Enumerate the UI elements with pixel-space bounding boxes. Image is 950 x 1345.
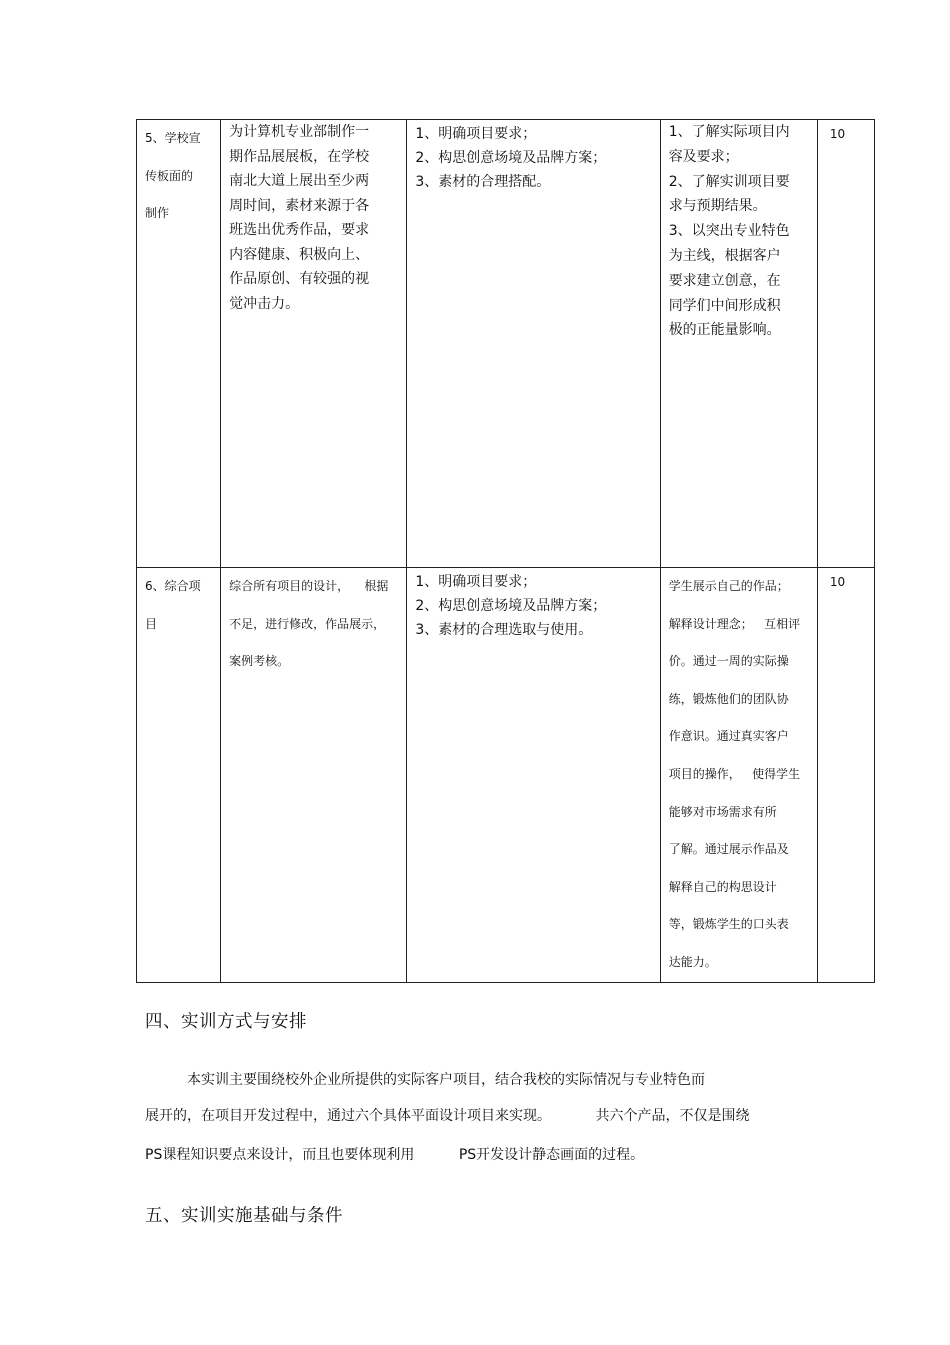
text-line: 1、明确项目要求； bbox=[415, 126, 537, 142]
text-line: 学生展示自己的作品； bbox=[668, 579, 789, 593]
goals-cell bbox=[660, 568, 817, 983]
text-line: 等，锻炼学生的口头表 bbox=[668, 917, 789, 932]
text-line: 6、综合项 bbox=[145, 579, 201, 593]
text-line: 3、素材的合理搭配。 bbox=[415, 174, 551, 190]
text-line: 作品原创、有较强的视 bbox=[229, 271, 370, 287]
hours-cell bbox=[817, 568, 874, 983]
text-line: 求与预期结果。 bbox=[668, 198, 767, 215]
text-line: 案例考核。 bbox=[229, 654, 290, 669]
section-heading: 四、实训方式与安排 bbox=[145, 1012, 307, 1032]
text-line: 解释自己的构思设计 bbox=[668, 879, 777, 894]
project-content-cell bbox=[221, 568, 407, 983]
text-line: 1、了解实际项目内 bbox=[668, 124, 790, 140]
text-line: 同学们中间形成积 bbox=[668, 297, 781, 314]
project-content-cell bbox=[221, 120, 407, 568]
section-heading: 五、实训实施基础与条件 bbox=[145, 1206, 343, 1226]
hours-value: 10 bbox=[829, 575, 846, 589]
text-line: 2、构思创意场境及品牌方案； bbox=[415, 150, 607, 166]
hours-value: 10 bbox=[829, 127, 846, 141]
text-line: 要求建立创意，在 bbox=[668, 272, 781, 289]
text-line: 制作 bbox=[145, 206, 170, 220]
text-line: 传板面的 bbox=[145, 168, 194, 183]
text-line: 2、了解实训项目要 bbox=[668, 173, 790, 190]
text-line: 不足，进行修改，作品展示， bbox=[229, 616, 386, 631]
text-line: 觉冲击力。 bbox=[229, 295, 300, 312]
text-line: 1、明确项目要求； bbox=[415, 574, 537, 590]
text-line: 目 bbox=[145, 616, 158, 631]
paragraph-line: 展开的，在项目开发过程中，通过六个具体平面设计项目来实现。 共六个产品，不仅是围绕 bbox=[145, 1108, 750, 1124]
text-line: 3、素材的合理选取与使用。 bbox=[415, 622, 593, 638]
course-table bbox=[136, 119, 875, 983]
text-line: 了解。通过展示作品及 bbox=[668, 842, 789, 857]
text-line: 解释设计理念； 互相评 bbox=[668, 616, 801, 631]
table-row bbox=[137, 568, 875, 983]
text-line: 3、以突出专业特色 bbox=[668, 223, 790, 240]
project-name-cell bbox=[137, 120, 221, 568]
hours-cell bbox=[817, 120, 874, 568]
text-line: 周时间，素材来源于各 bbox=[229, 197, 370, 214]
text-line: 2、构思创意场境及品牌方案； bbox=[415, 598, 607, 614]
paragraph-line: 本实训主要围绕校外企业所提供的实际客户项目，结合我校的实际情况与专业特色而 bbox=[187, 1072, 705, 1088]
text-line: 练，锻炼他们的团队协 bbox=[668, 691, 789, 706]
project-name-cell bbox=[137, 568, 221, 983]
text-line: 能够对市场需求有所 bbox=[668, 804, 777, 819]
requirements-cell bbox=[407, 120, 660, 568]
text-line: 南北大道上展出至少两 bbox=[229, 173, 370, 189]
text-line: 班选出优秀作品，要求 bbox=[229, 222, 370, 238]
text-line: 作意识。通过真实客户 bbox=[668, 729, 789, 744]
text-line: 极的正能量影响。 bbox=[668, 322, 781, 339]
text-line: 达能力。 bbox=[668, 954, 717, 969]
text-line: 为主线，根据客户 bbox=[668, 247, 781, 264]
text-line: 项目的操作， 使得学生 bbox=[668, 766, 801, 781]
text-line: 容及要求； bbox=[668, 148, 739, 165]
table-row bbox=[137, 120, 875, 568]
text-line: 为计算机专业部制作一 bbox=[229, 124, 370, 140]
text-line: 5、学校宣 bbox=[145, 131, 201, 145]
requirements-cell bbox=[407, 568, 660, 983]
goals-cell bbox=[660, 120, 817, 568]
text-line: 内容健康、积极向上、 bbox=[229, 246, 370, 263]
text-line: 价。通过一周的实际操 bbox=[668, 654, 789, 669]
text-line: 期作品展展板，在学校 bbox=[229, 148, 370, 165]
text-line: 综合所有项目的设计， 根据 bbox=[229, 579, 389, 593]
paragraph-line: PS课程知识要点来设计，而且也要体现利用 PS开发设计静态画面的过程。 bbox=[145, 1147, 645, 1163]
